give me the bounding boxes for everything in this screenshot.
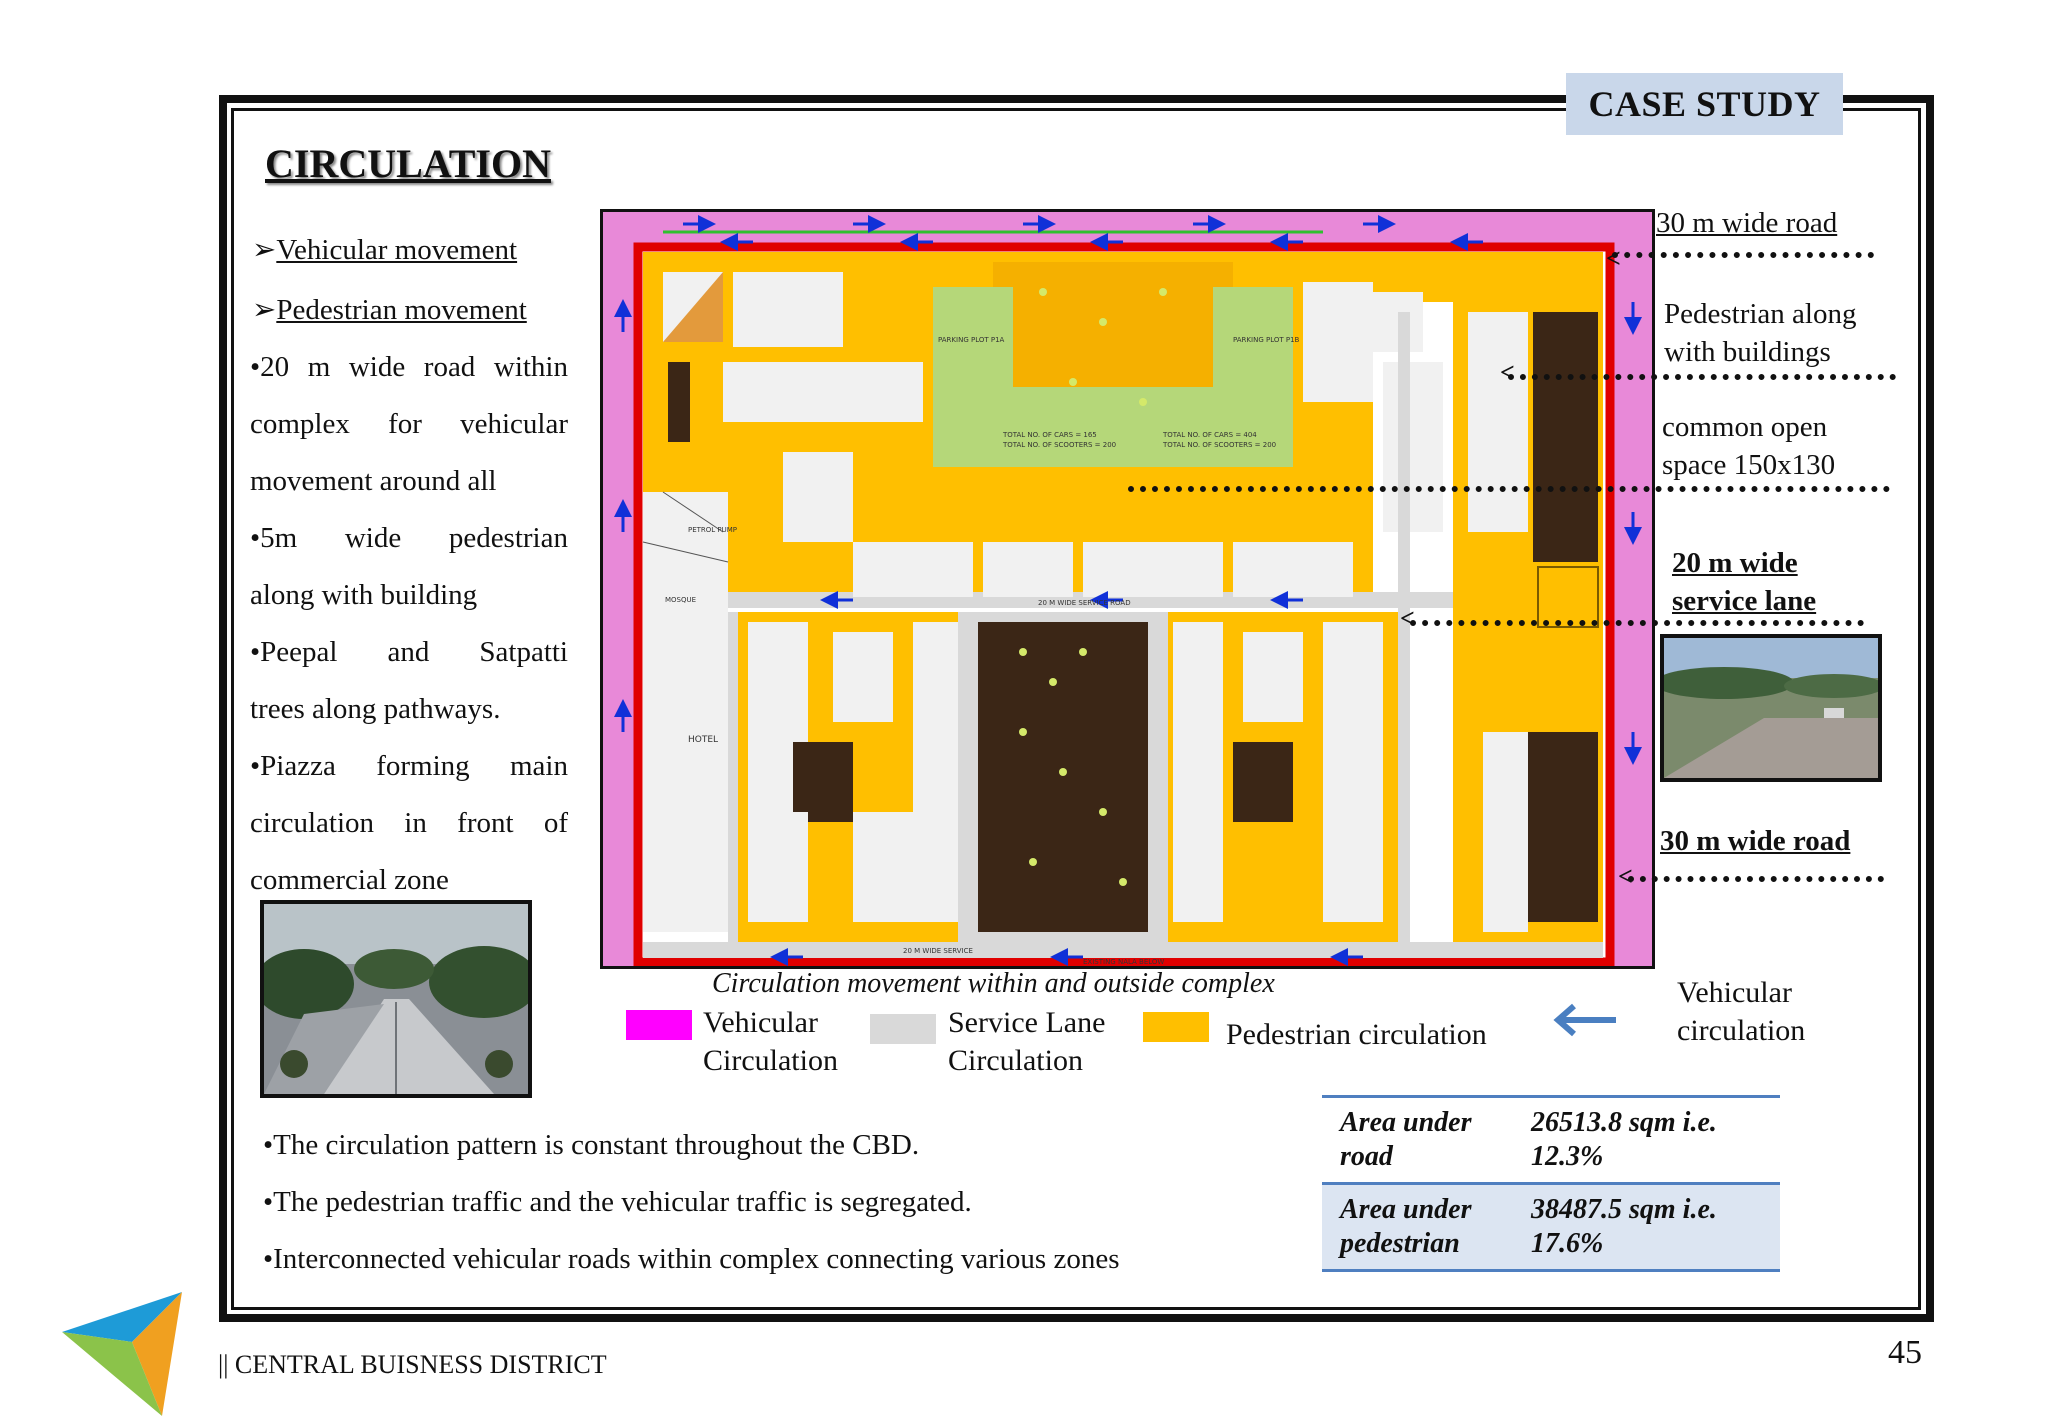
- left-text-line: circulation in front of: [250, 807, 568, 839]
- bullet-vehicular: [252, 222, 517, 279]
- bottom-point: •The circulation pattern is constant throughout the CBD.: [263, 1129, 920, 1161]
- left-text-line: complex for vehicular: [250, 408, 568, 440]
- service-lane-photo: [1660, 634, 1882, 782]
- bottom-points: [263, 1117, 1120, 1288]
- annotation-line: service lane: [1672, 585, 1817, 617]
- piazza-photo-art: [264, 904, 528, 1094]
- left-text-line: •Peepal and Satpatti: [250, 636, 568, 668]
- map-caption: Circulation movement within and outside complex: [712, 968, 1275, 999]
- bottom-point: •Interconnected vehicular roads within complex connecting various zones: [263, 1243, 1120, 1275]
- piazza-photo: [260, 900, 532, 1098]
- site-plan-drawing: [603, 212, 1652, 966]
- legend-label-vehicular: [703, 1004, 838, 1080]
- leader-line: [1612, 252, 1874, 258]
- annotation-30m-road-bottom: 30 m wide road: [1660, 825, 1851, 857]
- area-road-label: Area under road: [1340, 1107, 1472, 1172]
- plan-label-mosque: MOSQUE: [665, 596, 697, 604]
- plan-label-cars-a: TOTAL NO. OF CARS = 165: [1003, 431, 1097, 439]
- legend-line: Service Lane: [948, 1006, 1106, 1039]
- table-row: [1322, 1184, 1780, 1270]
- legend-swatch-pedestrian: [1143, 1012, 1209, 1042]
- left-text-line: along with building: [250, 579, 478, 611]
- plan-label-parking-a: PARKING PLOT P1A: [938, 336, 1005, 344]
- arrowhead-left-icon: <: [1618, 862, 1633, 891]
- leader-line: [1508, 374, 1896, 380]
- page-number: 45: [1888, 1334, 1922, 1371]
- area-road-value: 26513.8 sqm i.e. 12.3%: [1531, 1107, 1717, 1172]
- bottom-point: •The pedestrian traffic and the vehicular traffic is segregated.: [263, 1186, 972, 1218]
- annotation-line: common open: [1662, 411, 1828, 443]
- annotation-service-lane: [1672, 544, 1816, 620]
- left-paragraph: [250, 339, 568, 909]
- table-row: [1322, 1098, 1780, 1184]
- left-text-line: •Piazza forming main: [250, 750, 568, 782]
- legend-line: circulation: [1677, 1014, 1806, 1047]
- arrow-bullet-icon: ➢: [252, 234, 277, 266]
- logo-icon: [62, 1292, 194, 1416]
- bullet-vehicular-label: Vehicular movement: [276, 234, 518, 266]
- left-text-line: commercial zone: [250, 864, 449, 896]
- plan-label-service-road: 20 M WIDE SERVICE ROAD: [1038, 599, 1131, 607]
- legend-line: Circulation: [948, 1044, 1083, 1077]
- arrowhead-left-icon: <: [1500, 358, 1515, 387]
- plan-label-nala: EXISTING NALA BELOW: [1083, 958, 1165, 966]
- plan-label-scooters-b: TOTAL NO. OF SCOOTERS = 200: [1163, 441, 1277, 449]
- annotation-open-space: [1662, 408, 1835, 484]
- annotation-pedestrian-buildings: [1664, 295, 1856, 371]
- plan-label-petrol: PETROL PUMP: [688, 526, 738, 534]
- area-pedestrian-label: Area under pedestrian: [1340, 1194, 1472, 1259]
- area-table: [1322, 1095, 1780, 1272]
- site-plan-map: [600, 209, 1655, 969]
- legend-label-pedestrian: Pedestrian circulation: [1226, 1018, 1487, 1051]
- service-lane-photo-art: [1664, 638, 1878, 778]
- annotation-line: space 150x130: [1662, 449, 1836, 481]
- legend-swatch-vehicular: [626, 1010, 692, 1040]
- area-pedestrian-value: 38487.5 sqm i.e. 17.6%: [1531, 1194, 1717, 1259]
- left-text-line: movement around all: [250, 465, 497, 497]
- annotation-line: with buildings: [1664, 336, 1831, 368]
- plan-label-hotel: HOTEL: [688, 735, 719, 745]
- page-title: CIRCULATION: [265, 141, 551, 186]
- left-text-line: •5m wide pedestrian: [250, 522, 568, 554]
- plan-label-parking-b: PARKING PLOT P1B: [1233, 336, 1300, 344]
- left-text-line: •20 m wide road within: [250, 351, 568, 383]
- case-study-tab: CASE STUDY: [1566, 73, 1843, 135]
- leader-line: [1410, 620, 1864, 626]
- legend-line: Vehicular: [703, 1006, 818, 1039]
- annotation-line: 20 m wide: [1672, 547, 1798, 579]
- plan-label-cars-b: TOTAL NO. OF CARS = 404: [1163, 431, 1257, 439]
- annotation-30m-road-top: 30 m wide road: [1656, 207, 1838, 239]
- arrowhead-left-icon: <: [1606, 244, 1621, 273]
- left-text-line: trees along pathways.: [250, 693, 501, 725]
- plan-label-scooters-a: TOTAL NO. OF SCOOTERS = 200: [1003, 441, 1117, 449]
- bullet-pedestrian-label: Pedestrian movement: [276, 294, 527, 326]
- leader-line: [1628, 876, 1884, 882]
- legend-label-arrow: [1677, 974, 1805, 1050]
- plan-label-service-bottom: 20 M WIDE SERVICE: [903, 947, 973, 955]
- bullet-pedestrian: [252, 282, 527, 339]
- leader-line: [1128, 486, 1890, 492]
- legend-line: Circulation: [703, 1044, 838, 1077]
- arrow-bullet-icon: ➢: [252, 294, 277, 326]
- legend-line: Vehicular: [1677, 976, 1792, 1009]
- legend-swatch-service: [870, 1014, 936, 1044]
- legend-label-service: [948, 1004, 1105, 1080]
- footer-text: || CENTRAL BUISNESS DISTRICT: [218, 1350, 607, 1379]
- blue-arrow-icon: [1550, 1002, 1620, 1038]
- arrowhead-left-icon: <: [1400, 604, 1415, 633]
- annotation-line: Pedestrian along: [1664, 298, 1857, 330]
